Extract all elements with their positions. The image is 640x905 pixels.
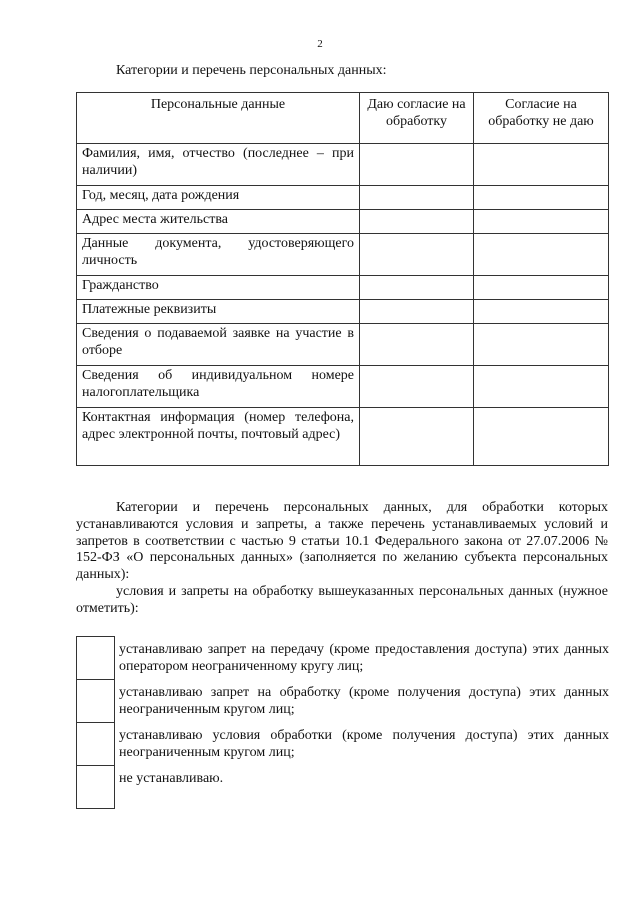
option-row	[77, 680, 610, 723]
option-row	[77, 766, 610, 809]
row-label: Год, месяц, дата рождения	[77, 186, 360, 210]
option-row	[77, 637, 610, 680]
consent-cell[interactable]	[360, 144, 474, 186]
personal-data-table	[76, 92, 609, 466]
conditions-intro-paragraph: Категории и перечень персональных данных, для обработки которых устанавливаются условия и запреты, а также перечень устанавливаемых условий и запретов в соответствии с частью 9 статьи 10.1 Федерального закона от 27.07.2006 № 152-ФЗ «О персональных данных» (заполняется по желанию субъекта персональных данных):	[76, 500, 608, 583]
option-label: устанавливаю запрет на обработку (кроме получения доступа) этих данных неограниченным кругом лиц;	[119, 684, 609, 717]
consent-cell[interactable]	[360, 324, 474, 366]
no-consent-cell[interactable]	[474, 210, 609, 234]
conditions-options	[76, 636, 610, 809]
table-header-row	[77, 93, 609, 144]
no-consent-cell[interactable]	[474, 234, 609, 276]
header-consent: Даю согласие на обработку	[360, 93, 474, 144]
row-label: Адрес места жительства	[77, 210, 360, 234]
row-label: Сведения об индивидуальном номере налогоплательщика	[77, 366, 360, 408]
consent-cell[interactable]	[360, 408, 474, 466]
conditions-note-paragraph: условия и запреты на обработку вышеуказанных персональных данных (нужное отметить):	[76, 584, 608, 616]
option-checkbox[interactable]	[77, 766, 115, 809]
no-consent-cell[interactable]	[474, 366, 609, 408]
no-consent-cell[interactable]	[474, 408, 609, 466]
table-row	[77, 144, 609, 186]
row-label: Платежные реквизиты	[77, 300, 360, 324]
header-no-consent: Согласие на обработку не даю	[474, 93, 609, 144]
option-row	[77, 723, 610, 766]
option-label: устанавливаю запрет на передачу (кроме предоставления доступа) этих данных оператором неограниченному кругу лиц;	[119, 641, 609, 674]
no-consent-cell[interactable]	[474, 186, 609, 210]
table-row	[77, 366, 609, 408]
consent-cell[interactable]	[360, 210, 474, 234]
table-row	[77, 276, 609, 300]
consent-cell[interactable]	[360, 366, 474, 408]
consent-cell[interactable]	[360, 300, 474, 324]
row-label: Гражданство	[77, 276, 360, 300]
row-label: Фамилия, имя, отчество (последнее – при наличии)	[77, 144, 360, 186]
no-consent-cell[interactable]	[474, 144, 609, 186]
table-row	[77, 234, 609, 276]
no-consent-cell[interactable]	[474, 276, 609, 300]
consent-cell[interactable]	[360, 234, 474, 276]
option-checkbox[interactable]	[77, 723, 115, 766]
no-consent-cell[interactable]	[474, 324, 609, 366]
option-label: не устанавливаю.	[119, 770, 224, 786]
table-row	[77, 324, 609, 366]
table-row	[77, 186, 609, 210]
header-personal-data: Персональные данные	[77, 93, 360, 144]
table-row	[77, 210, 609, 234]
option-label: устанавливаю условия обработки (кроме получения доступа) этих данных неограниченным кругом лиц;	[119, 727, 609, 760]
consent-cell[interactable]	[360, 186, 474, 210]
section-intro: Категории и перечень персональных данных:	[116, 63, 387, 78]
option-checkbox[interactable]	[77, 637, 115, 680]
consent-cell[interactable]	[360, 276, 474, 300]
no-consent-cell[interactable]	[474, 300, 609, 324]
row-label: Контактная информация (номер телефона, адрес электронной почты, почтовый адрес)	[77, 408, 360, 466]
table-row	[77, 300, 609, 324]
row-label: Сведения о подаваемой заявке на участие в отборе	[77, 324, 360, 366]
option-checkbox[interactable]	[77, 680, 115, 723]
table-row	[77, 408, 609, 466]
page-number: 2	[317, 38, 323, 50]
row-label: Данные документа, удостоверяющего личность	[77, 234, 360, 276]
